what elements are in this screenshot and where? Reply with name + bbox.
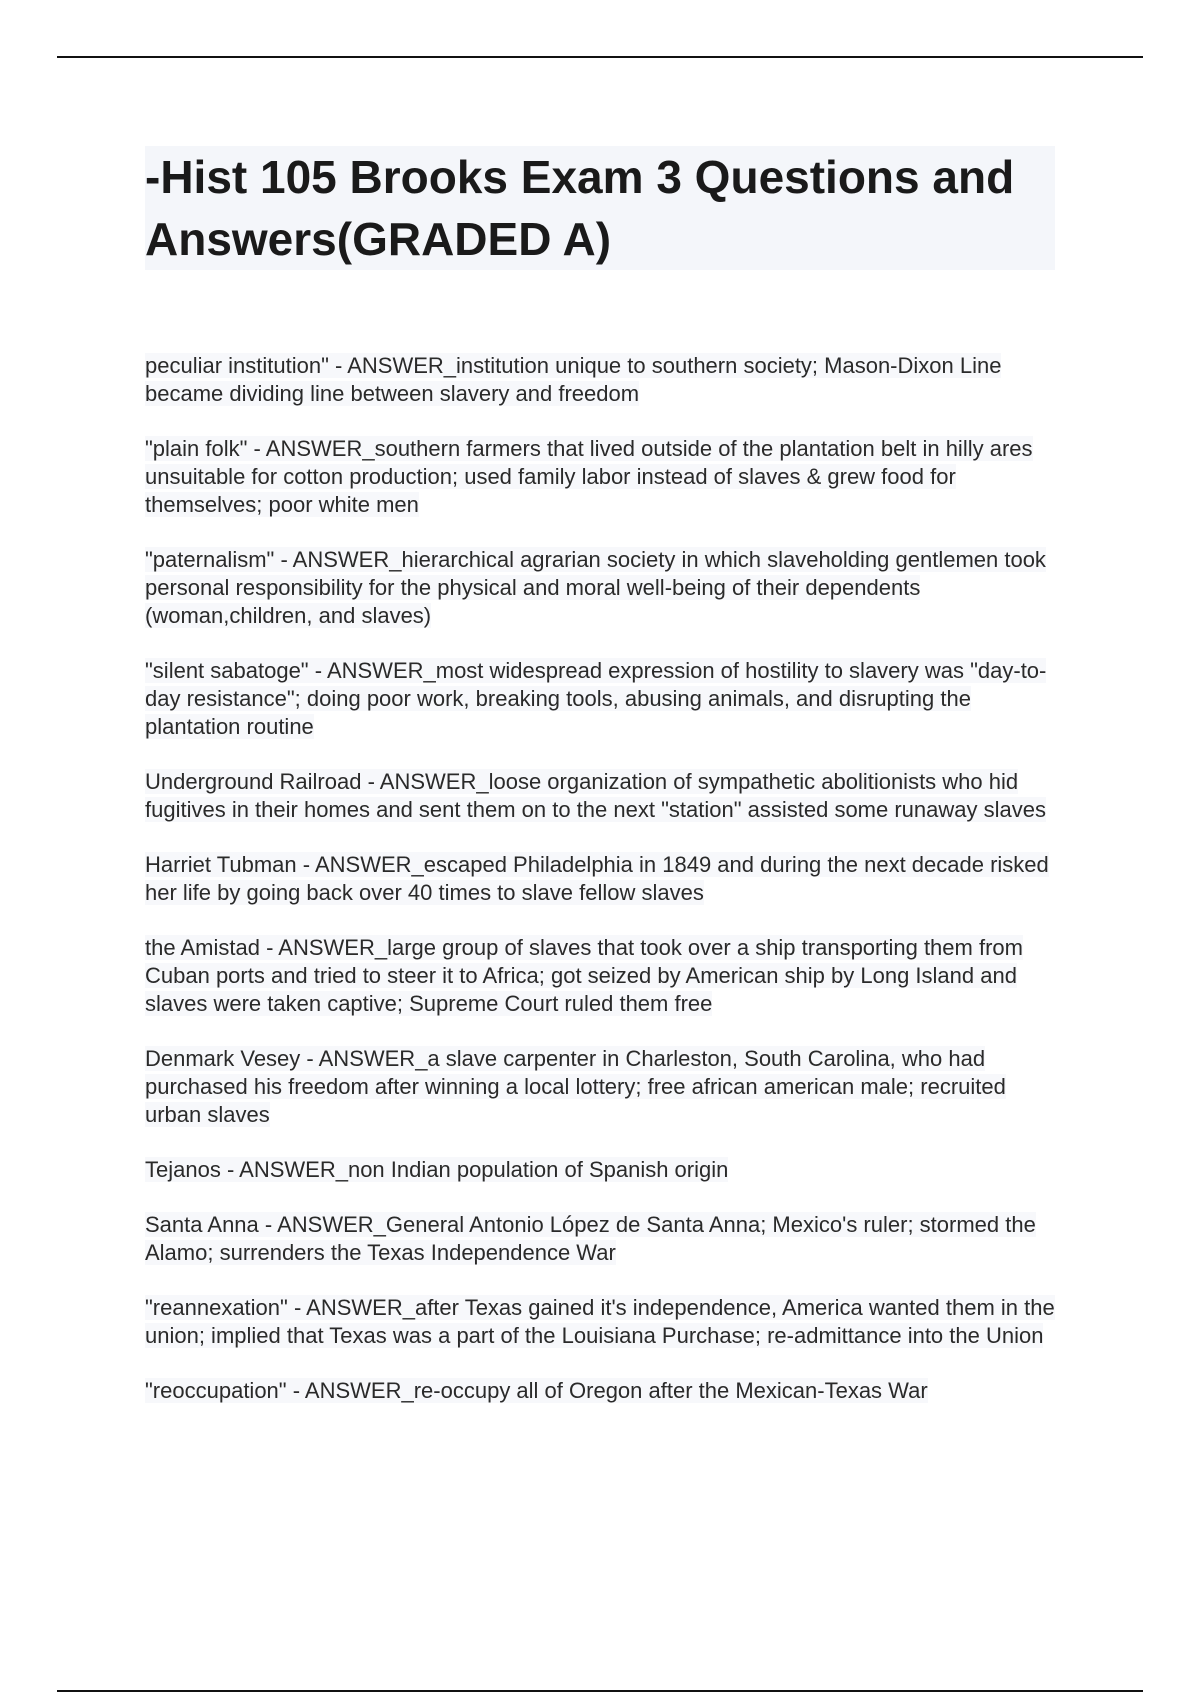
qa-entry-text: Denmark Vesey - ANSWER_a slave carpenter in Charleston, South Carolina, who had purchased his freedom after winning a local lottery; free african american male; recruited urban slaves [145, 1046, 1006, 1127]
title-block [145, 146, 1055, 270]
qa-entry [145, 1211, 1055, 1267]
qa-entry-text: Tejanos - ANSWER_non Indian population of Spanish origin [145, 1157, 729, 1182]
qa-entry [145, 934, 1055, 1018]
qa-entry [145, 768, 1055, 824]
document-title: -Hist 105 Brooks Exam 3 Questions and Answers(GRADED A) [145, 151, 1015, 265]
qa-entry-text: the Amistad - ANSWER_large group of slaves that took over a ship transporting them from Cuban ports and tried to steer it to Africa; got seized by American ship by Long Island and slaves were taken captive; Supreme Court ruled them free [145, 935, 1023, 1016]
top-rule [57, 56, 1143, 58]
qa-entry-text: "silent sabatoge" - ANSWER_most widespread expression of hostility to slavery was "day-to-day resistance"; doing poor work, breaking tools, abusing animals, and disrupting the plantation routine [145, 658, 1047, 739]
qa-entry [145, 546, 1055, 630]
qa-entry [145, 435, 1055, 519]
qa-entry [145, 1377, 1055, 1405]
qa-entry [145, 1156, 1055, 1184]
qa-entry [145, 1294, 1055, 1350]
qa-entry-text: Underground Railroad - ANSWER_loose organization of sympathetic abolitionists who hid fugitives in their homes and sent them on to the next "station" assisted some runaway slaves [145, 769, 1046, 822]
qa-entry-text: "plain folk" - ANSWER_southern farmers that lived outside of the plantation belt in hilly ares unsuitable for cotton production; used family labor instead of slaves & grew food for themselves; poor white men [145, 436, 1033, 517]
qa-entry-text: "paternalism" - ANSWER_hierarchical agrarian society in which slaveholding gentlemen took personal responsibility for the physical and moral well-being of their dependents (woman,children, and slaves) [145, 547, 1046, 628]
qa-entry-text: peculiar institution" - ANSWER_institution unique to southern society; Mason-Dixon Line became dividing line between slavery and freedom [145, 353, 1002, 406]
bottom-rule [57, 1690, 1143, 1692]
qa-entry [145, 352, 1055, 408]
qa-entry [145, 1045, 1055, 1129]
qa-entry [145, 851, 1055, 907]
qa-entry-text: "reoccupation" - ANSWER_re-occupy all of Oregon after the Mexican-Texas War [145, 1378, 928, 1403]
qa-entry [145, 657, 1055, 741]
document-body [145, 146, 1055, 1432]
qa-entry-text: "reannexation" - ANSWER_after Texas gained it's independence, America wanted them in the union; implied that Texas was a part of the Louisiana Purchase; re-admittance into the Union [145, 1295, 1055, 1348]
qa-list [145, 352, 1055, 1405]
qa-entry-text: Harriet Tubman - ANSWER_escaped Philadelphia in 1849 and during the next decade risked her life by going back over 40 times to slave fellow slaves [145, 852, 1049, 905]
qa-entry-text: Santa Anna - ANSWER_General Antonio López de Santa Anna; Mexico's ruler; stormed the Alamo; surrenders the Texas Independence War [145, 1212, 1036, 1265]
